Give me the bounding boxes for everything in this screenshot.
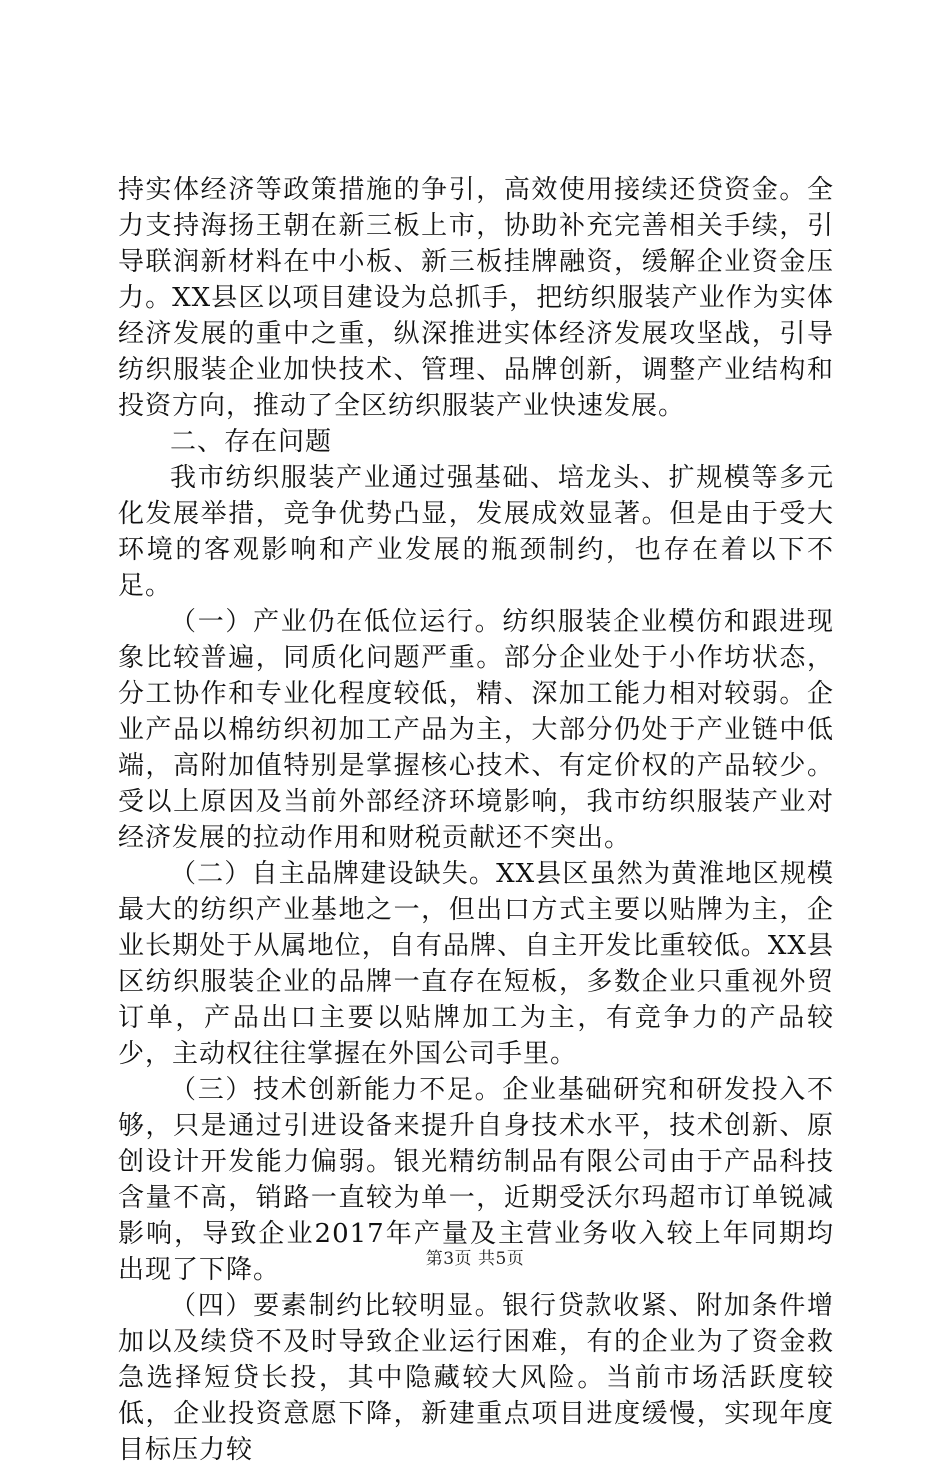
paragraph-problem-1: （一）产业仍在低位运行。纺织服装企业模仿和跟进现象比较普遍，同质化问题严重。部分企业处于小作坊状态，分工协作和专业化程度较低，精、深加工能力相对较弱。企业产品以棉纺织初加工产品为主，大部分仍处于产业链中低端，高附加值特别是掌握核心技术、有定价权的产品较少。受以上原因及当前外部经济环境影响，我市纺织服装产业对经济发展的拉动作用和财税贡献还不突出。 [118,607,834,853]
paragraph-problems-intro: 我市纺织服装产业通过强基础、培龙头、扩规模等多元化发展举措，竞争优势凸显，发展成效显著。但是由于受大环境的客观影响和产业发展的瓶颈制约，也存在着以下不足。 [118,463,834,601]
paragraph-problem-2: （二）自主品牌建设缺失。XX县区虽然为黄淮地区规模最大的纺织产业基地之一，但出口方式主要以贴牌为主，企业长期处于从属地位，自有品牌、自主开发比重较低。XX县区纺织服装企业的品牌一直存在短板，多数企业只重视外贸订单，产品出口主要以贴牌加工为主，有竞争力的产品较少，主动权往往掌握在外国公司手里。 [118,859,834,1069]
section-heading-problems: 二、存在问题 [170,427,333,457]
document-body [118,172,834,1468]
page-number-footer: 第3页 共5页 [425,1249,525,1269]
paragraph-problem-3: （三）技术创新能力不足。企业基础研究和研发投入不够，只是通过引进设备来提升自身技术水平，技术创新、原创设计开发能力偏弱。银光精纺制品有限公司由于产品科技含量不高，销路一直较为单一，近期受沃尔玛超市订单锐减影响，导致企业2017年产量及主营业务收入较上年同期均出现了下降。 [118,1075,834,1285]
paragraph-continuation: 持实体经济等政策措施的争引，高效使用接续还贷资金。全力支持海扬王朝在新三板上市，协助补充完善相关手续，引导联润新材料在中小板、新三板挂牌融资，缓解企业资金压力。XX县区以项目建设为总抓手，把纺织服装产业作为实体经济发展的重中之重，纵深推进实体经济发展攻坚战，引导纺织服装企业加快技术、管理、品牌创新，调整产业结构和投资方向，推动了全区纺织服装产业快速发展。 [118,175,834,421]
paragraph-problem-4: （四）要素制约比较明显。银行贷款收紧、附加条件增加以及续贷不及时导致企业运行困难，有的企业为了资金救急选择短贷长投，其中隐藏较大风险。当前市场活跃度较低，企业投资意愿下降，新建重点项目进度缓慢，实现年度目标压力较 [118,1291,834,1465]
